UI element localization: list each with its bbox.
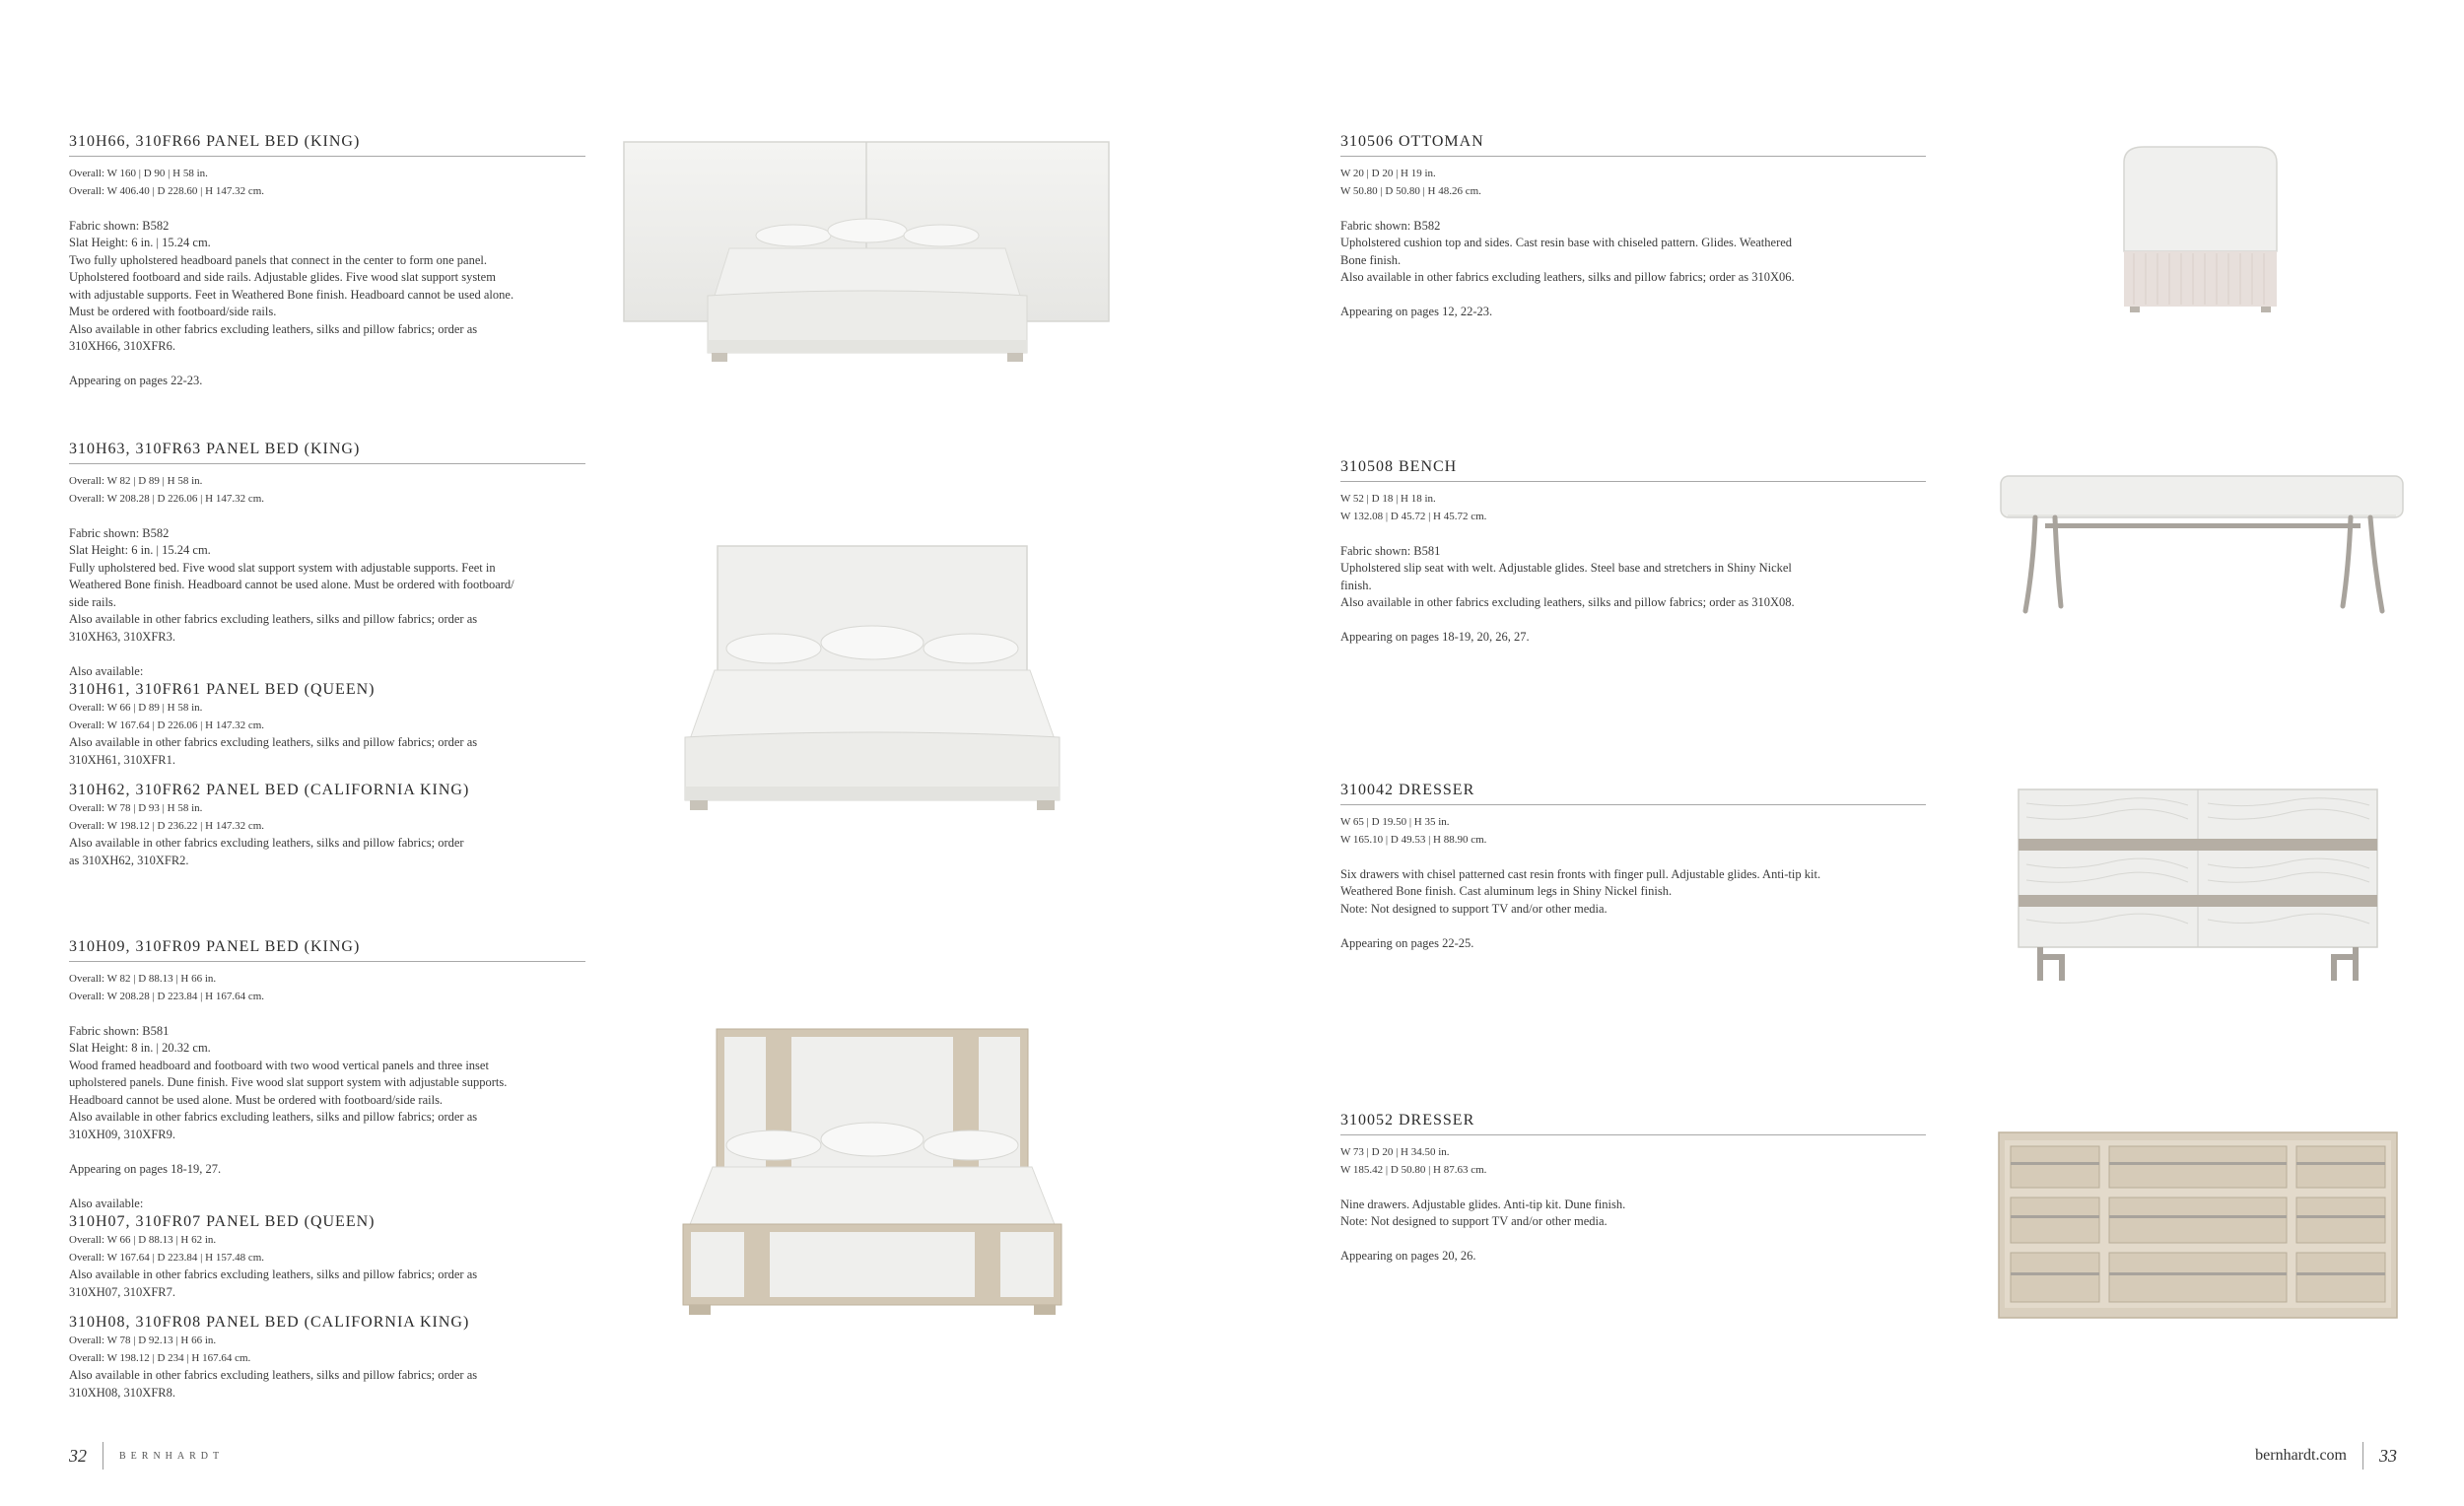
fabric-shown: Fabric shown: B581: [69, 1023, 170, 1038]
product-entry-310042: [1340, 782, 1926, 952]
description-line: 310XH07, 310XFR7.: [69, 1284, 175, 1299]
also-available-label: Also available:: [69, 1196, 144, 1210]
description-line: Bone finish.: [1340, 252, 1402, 267]
description-line: 310XH61, 310XFR1.: [69, 752, 175, 767]
description-line: Two fully upholstered headboard panels that connect in the center to form one panel.: [69, 252, 487, 267]
dimensions-inches: Overall: W 66 | D 89 | H 58 in.: [69, 702, 203, 714]
description-line: Also available in other fabrics excluding leathers, silks and pillow fabrics; order: [69, 836, 464, 850]
slat-height: Slat Height: 6 in. | 15.24 cm.: [69, 236, 211, 249]
dimensions-cm: W 185.42 | D 50.80 | H 87.63 cm.: [1340, 1163, 1487, 1176]
product-entry-310052: [1340, 1112, 1926, 1266]
page-number-left: 32: [69, 1445, 87, 1466]
product-title: 310052 DRESSER: [1340, 1112, 1926, 1135]
bed-310H63-image: [660, 542, 1084, 818]
description-line: 310XH63, 310XFR3.: [69, 629, 175, 644]
left-page-footer: [69, 1441, 224, 1471]
dimensions-cm: Overall: W 198.12 | D 234 | H 167.64 cm.: [69, 1351, 251, 1364]
description-line: 310XH66, 310XFR6.: [69, 339, 175, 353]
description-line: Upholstered slip seat with welt. Adjustable glides. Steel base and stretchers in Shiny Nickel: [1340, 561, 1792, 575]
description-line: Upholstered cushion top and sides. Cast resin base with chiseled pattern. Glides. Weathered: [1340, 236, 1793, 249]
dimensions-inches: W 65 | D 19.50 | H 35 in.: [1340, 816, 1450, 828]
slat-height: Slat Height: 8 in. | 20.32 cm.: [69, 1041, 211, 1055]
fabric-shown: Fabric shown: B582: [69, 218, 170, 233]
footer-divider: [2362, 1442, 2363, 1470]
appearing-pages: Appearing on pages 20, 26.: [1340, 1249, 1476, 1263]
slat-height: Slat Height: 6 in. | 15.24 cm.: [69, 543, 211, 557]
product-title: 310H09, 310FR09 PANEL BED (KING): [69, 938, 585, 962]
dimensions-inches: Overall: W 82 | D 89 | H 58 in.: [69, 475, 203, 487]
description-line: Must be ordered with footboard/side rails.: [69, 305, 277, 318]
description-line: Note: Not designed to support TV and/or other media.: [1340, 1214, 1608, 1228]
description-line: side rails.: [69, 594, 116, 609]
dimensions-inches: Overall: W 66 | D 88.13 | H 62 in.: [69, 1234, 217, 1246]
dimensions-cm: W 132.08 | D 45.72 | H 45.72 cm.: [1340, 510, 1487, 522]
description-line: Also available in other fabrics excluding leathers, silks and pillow fabrics; order as: [69, 1110, 478, 1124]
description-line: Also available in other fabrics excluding leathers, silks and pillow fabrics; order as 310X08.: [1340, 595, 1795, 609]
product-title: 310508 BENCH: [1340, 458, 1926, 482]
also-available-label: Also available:: [69, 663, 144, 678]
product-title: 310506 OTTOMAN: [1340, 133, 1926, 157]
dresser-310052-image: [1991, 1129, 2405, 1326]
description-line: Also available in other fabrics excluding leathers, silks and pillow fabrics; order as: [69, 321, 478, 336]
dresser-310042-image: [2011, 784, 2385, 995]
dimensions-cm: Overall: W 208.28 | D 223.84 | H 167.64 cm.: [69, 990, 265, 1002]
product-entry-310508: [1340, 458, 1926, 647]
fabric-shown: Fabric shown: B582: [69, 525, 170, 540]
right-page-footer: [2255, 1441, 2397, 1471]
description-line: as 310XH62, 310XFR2.: [69, 853, 189, 867]
appearing-pages: Appearing on pages 18-19, 27.: [69, 1161, 222, 1176]
dimensions-cm: W 165.10 | D 49.53 | H 88.90 cm.: [1340, 833, 1487, 846]
product-title: 310H63, 310FR63 PANEL BED (KING): [69, 441, 585, 464]
dimensions-inches: Overall: W 160 | D 90 | H 58 in.: [69, 168, 208, 179]
variant-title-california-king: 310H08, 310FR08 PANEL BED (CALIFORNIA KING): [69, 1314, 470, 1331]
variant-title-queen: 310H61, 310FR61 PANEL BED (QUEEN): [69, 681, 376, 698]
description-line: Nine drawers. Adjustable glides. Anti-tip kit. Dune finish.: [1340, 1197, 1626, 1211]
product-title: 310042 DRESSER: [1340, 782, 1926, 805]
brand-wordmark: BERNHARDT: [119, 1450, 225, 1462]
fabric-shown: Fabric shown: B582: [1340, 218, 1441, 233]
description-line: Also available in other fabrics excluding leathers, silks and pillow fabrics; order as: [69, 612, 478, 626]
product-title: 310H66, 310FR66 PANEL BED (KING): [69, 133, 585, 157]
description-line: 310XH08, 310XFR8.: [69, 1385, 175, 1400]
description-line: Wood framed headboard and footboard with two wood vertical panels and three inset: [69, 1058, 489, 1072]
ottoman-image: [2114, 143, 2287, 320]
description-line: Also available in other fabrics excluding leathers, silks and pillow fabrics; order as 310X06.: [1340, 270, 1795, 284]
description-line: upholstered panels. Dune finish. Five wood slat support system with adjustable supports.: [69, 1075, 508, 1089]
description-line: finish.: [1340, 578, 1372, 592]
description-line: Also available in other fabrics excluding leathers, silks and pillow fabrics; order as: [69, 735, 478, 749]
product-entry-310H63: [69, 441, 585, 869]
description-line: Also available in other fabrics excluding leathers, silks and pillow fabrics; order as: [69, 1368, 478, 1382]
bed-310H66-image: [621, 138, 1114, 375]
product-entry-310506: [1340, 133, 1926, 321]
dimensions-cm: Overall: W 406.40 | D 228.60 | H 147.32 cm.: [69, 184, 265, 197]
bench-image: [1996, 468, 2410, 626]
appearing-pages: Appearing on pages 22-25.: [1340, 935, 1474, 950]
variant-title-california-king: 310H62, 310FR62 PANEL BED (CALIFORNIA KING): [69, 782, 470, 798]
dimensions-cm: Overall: W 167.64 | D 226.06 | H 147.32 cm.: [69, 719, 265, 731]
description-line: Weathered Bone finish. Cast aluminum legs in Shiny Nickel finish.: [1340, 884, 1673, 898]
description-line: 310XH09, 310XFR9.: [69, 1127, 175, 1141]
description-line: Six drawers with chisel patterned cast resin fronts with finger pull. Adjustable glides. Anti-tip kit.: [1340, 866, 1821, 881]
product-entry-310H09: [69, 938, 585, 1402]
dimensions-cm: Overall: W 167.64 | D 223.84 | H 157.48 cm.: [69, 1251, 265, 1264]
description-line: Also available in other fabrics excluding leathers, silks and pillow fabrics; order as: [69, 1267, 478, 1281]
description-line: Weathered Bone finish. Headboard cannot be used alone. Must be ordered with footboard/: [69, 578, 514, 591]
fabric-shown: Fabric shown: B581: [1340, 543, 1441, 558]
dimensions-inches: Overall: W 78 | D 93 | H 58 in.: [69, 802, 203, 814]
website-url: bernhardt.com: [2255, 1447, 2347, 1464]
description-line: with adjustable supports. Feet in Weathered Bone finish. Headboard cannot be used alone.: [69, 287, 514, 302]
product-entry-310H66: [69, 133, 585, 390]
dimensions-cm: Overall: W 208.28 | D 226.06 | H 147.32 cm.: [69, 492, 265, 505]
dimensions-inches: W 52 | D 18 | H 18 in.: [1340, 493, 1436, 505]
description-line: Fully upholstered bed. Five wood slat support system with adjustable supports. Feet in: [69, 560, 496, 575]
dimensions-inches: Overall: W 78 | D 92.13 | H 66 in.: [69, 1335, 217, 1346]
dimensions-inches: Overall: W 82 | D 88.13 | H 66 in.: [69, 973, 217, 985]
dimensions-cm: W 50.80 | D 50.80 | H 48.26 cm.: [1340, 184, 1481, 197]
description-line: Headboard cannot be used alone. Must be ordered with footboard/side rails.: [69, 1092, 444, 1107]
dimensions-inches: W 73 | D 20 | H 34.50 in.: [1340, 1146, 1450, 1158]
appearing-pages: Appearing on pages 22-23.: [69, 374, 203, 387]
description-line: Upholstered footboard and side rails. Adjustable glides. Five wood slat support system: [69, 270, 496, 284]
description-line: Note: Not designed to support TV and/or other media.: [1340, 901, 1608, 916]
variant-title-queen: 310H07, 310FR07 PANEL BED (QUEEN): [69, 1213, 376, 1230]
page-number-right: 33: [2379, 1445, 2397, 1466]
bed-310H09-image: [655, 1025, 1089, 1321]
appearing-pages: Appearing on pages 12, 22-23.: [1340, 305, 1493, 318]
dimensions-inches: W 20 | D 20 | H 19 in.: [1340, 168, 1436, 179]
appearing-pages: Appearing on pages 18-19, 20, 26, 27.: [1340, 630, 1530, 644]
dimensions-cm: Overall: W 198.12 | D 236.22 | H 147.32 cm.: [69, 819, 265, 832]
